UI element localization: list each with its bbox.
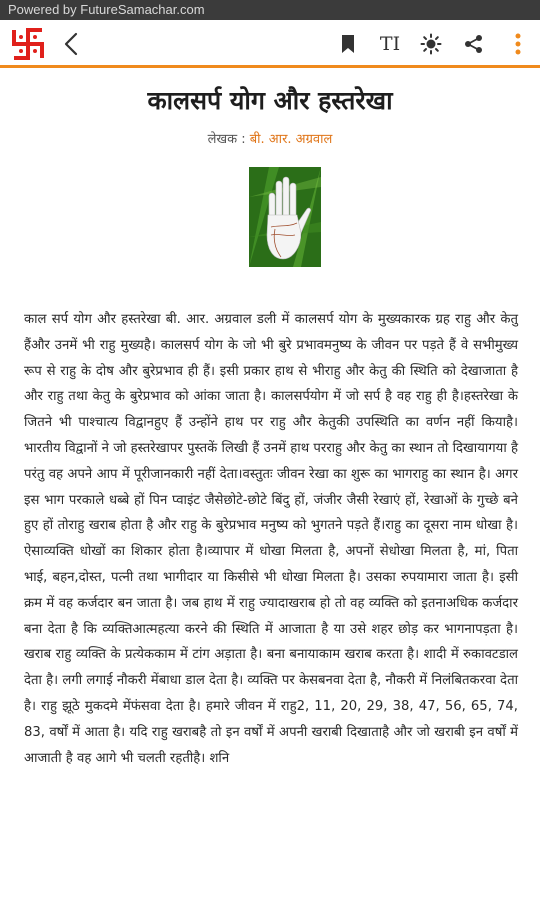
back-arrow-icon[interactable]	[58, 28, 84, 60]
author-line	[0, 129, 540, 147]
share-button[interactable]	[462, 30, 486, 58]
share-icon	[464, 34, 484, 54]
palm-hand-image	[249, 167, 321, 267]
swastik-logo-icon[interactable]	[10, 26, 46, 62]
app-bar	[0, 20, 540, 68]
font-size-icon: TI	[379, 33, 401, 55]
bookmark-button[interactable]	[336, 30, 360, 58]
more-vert-icon	[515, 33, 521, 55]
brightness-button[interactable]	[418, 30, 444, 58]
status-bar	[0, 0, 540, 20]
font-size-button[interactable]	[374, 30, 406, 58]
brightness-icon	[420, 33, 442, 55]
author-name[interactable]: बी. आर. अग्रवाल	[249, 132, 333, 147]
powered-by-text: Powered by FutureSamachar.com	[8, 2, 205, 17]
article-title: कालसर्प योग और हस्तरेखा	[147, 86, 393, 115]
article-body: काल सर्प योग और हस्तरेखा बी. आर. अग्रवाल डली में कालसर्प योग के मुख्यकारक ग्रह राहु और केतु हैंऔर उनमें भी राहु मुख्यहै। कालसर्प योग के जो भी बुरे प्रभावमनुष्य के जीवन पर पड़ते हैं वे सभीमुख्य रूप से राहु के दोष और बुरेप्रभाव ही हैं। इसी प्रकार हाथ से भीराहु और केतु की स्थिति को देखाजाता है और राहु तथा केतु के बुरेप्रभाव को आंका जाता है। कालसर्पयोग में जो सर्प है वह राहु ही है।हस्तरेखा के जितने भी पाश्चात्य विद्वानहुए हैं उन्होंने हाथ पर राहु और केतुकी उपस्थिति का वर्णन नहीं कियाहै। भारतीय विद्वानों ने जो हस्तरेखापर पुस्तकें लिखी हैं उनमें हाथ परराहु और केतु का स्थान तो दिखायागया है परंतु वह अपने आप में पूरीजानकारी नहीं देता।वस्तुतः जीवन रेखा का शुरू का भागराहु का स्थान है। अगर इस भाग परकाले धब्बे हों पिन प्वाइंट जैसेछोटे-छोटे बिंदु हों, जंजीर जैसी रेखाएं हों, रेखाओं के गुच्छे बने हुए हों तोराहु खराब होता है और राहु के बुरेप्रभाव मनुष्य को भुगतने पड़ते हैं।राहु का दूसरा नाम धोखा है। ऐसाव्यक्ति धोखों का शिकार होता है।व्यापार में धोखा मिलता है, अपनों सेधोखा मिलता है, मां, पिता भाई, बहन,दोस्त, पत्नी तथा भागीदार या किसीसे भी धोखा मिलता है। उसका रुपयामारा जाता है। इसी क्रम में वह कर्जदार बन जाता है। जब हाथ में राहु ज्यादाखराब हो तो वह व्यक्ति को इतनाअधिक कर्जदार बना देता है कि व्यक्तिआत्महत्या करने की स्थिति में आजाता है या उसे शहर छोड़ कर भागनापड़ता है। खराब राहु व्यक्ति के प्रत्येककाम में टांग अड़ाता है। बना बनायाकाम खराब करता है। शादी में रुकावटडाल देता है। लगी लगाई नौकरी मेंबाधा डाल देता है। व्यक्ति पर केसबनवा देता है, नौकरी में निलंबितकरवा देता है। राहु झूठे मुकदमे मेंफंसवा देता है। हमारे जीवन में राहु2, 11, 20, 29, 38, 47, 56, 65, 74, 83, वर्षों में आता है। यदि राहु खराबहै तो इन वर्षों में अपनी खराबी दिखाताहै और जो खराबी इन वर्षों में आजाती है वह आगे भी चलती रहतीहै। शनि	[24, 312, 518, 766]
author-prefix: लेखक :	[207, 132, 250, 147]
bookmark-icon	[341, 34, 355, 54]
overflow-menu-button[interactable]	[508, 30, 528, 58]
